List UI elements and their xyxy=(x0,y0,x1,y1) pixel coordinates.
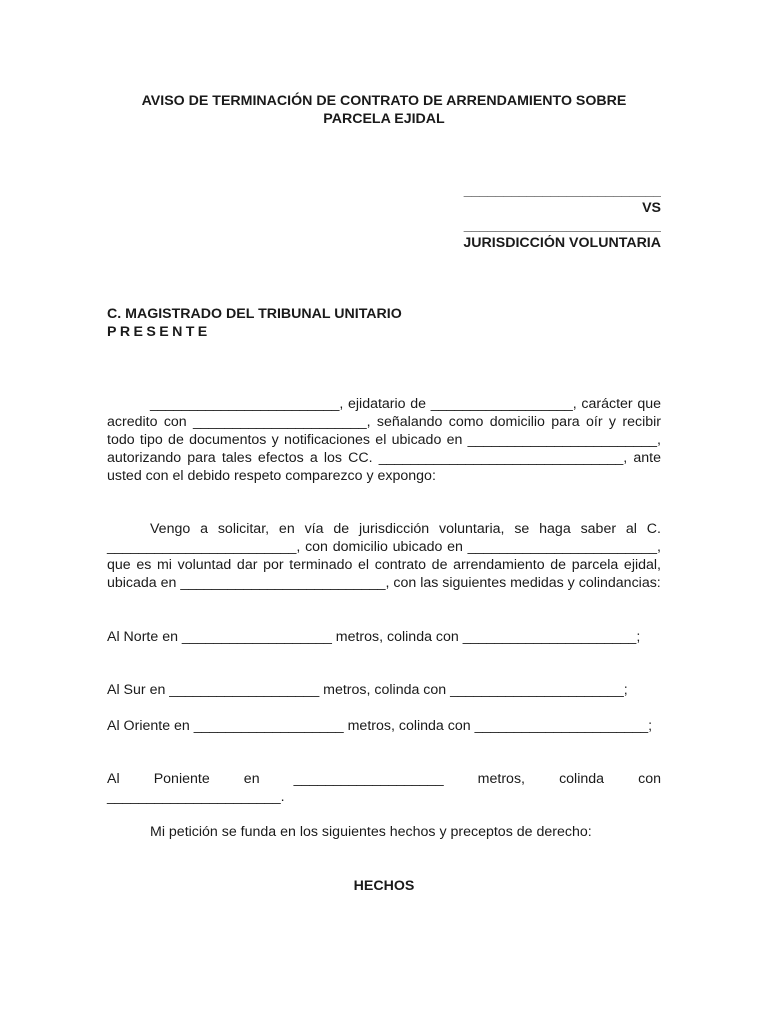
party-line-2: _________________________ xyxy=(463,218,661,234)
boundary-south: Al Sur en ___________________ metros, colinda con ______________________; xyxy=(107,682,628,698)
party-line-1: _________________________ xyxy=(463,183,661,199)
petition-text: Mi petición se funda en los siguientes hechos y preceptos de derecho: xyxy=(150,824,592,840)
addressee-block xyxy=(107,305,402,341)
boundary-north: Al Norte en ___________________ metros, colinda con ______________________; xyxy=(107,629,641,645)
title-line-2: PARCELA EJIDAL xyxy=(323,111,445,127)
boundary-east: Al Oriente en ___________________ metros, colinda con ______________________; xyxy=(107,718,653,734)
paragraph-2: Vengo a solicitar, en vía de jurisdicción voluntaria, se haga saber al C. ________________________, con domicilio ubicado en ________________________, que es mi voluntad dar por terminado el contrato de arrendamiento de parcela ejidal, ubicada en __________________________, con las siguientes medidas y colindancias: xyxy=(107,521,661,591)
facts-heading: HECHOS xyxy=(353,878,415,894)
addressee: C. MAGISTRADO DEL TRIBUNAL UNITARIO xyxy=(107,306,402,322)
jurisdiction-label: JURISDICCIÓN VOLUNTARIA xyxy=(463,235,661,251)
boundary-west: Al Poniente en ___________________ metros, colinda con ______________________. xyxy=(107,771,661,805)
document-title xyxy=(100,92,668,128)
paragraph-1: ________________________, ejidatario de __________________, carácter que acredito con ______________________, señalando como domicilio para oír y recibir todo tipo de documentos y notificaciones el ubicado en ________________________, autorizando para tales efectos a los CC. _______________________________, ante usted con el debido respeto comparezco y expongo: xyxy=(107,396,661,484)
title-line-1: AVISO DE TERMINACIÓN DE CONTRATO DE ARRENDAMIENTO SOBRE xyxy=(141,93,627,109)
vs-label: VS xyxy=(642,200,661,216)
presente: PRESENTE xyxy=(107,324,211,340)
